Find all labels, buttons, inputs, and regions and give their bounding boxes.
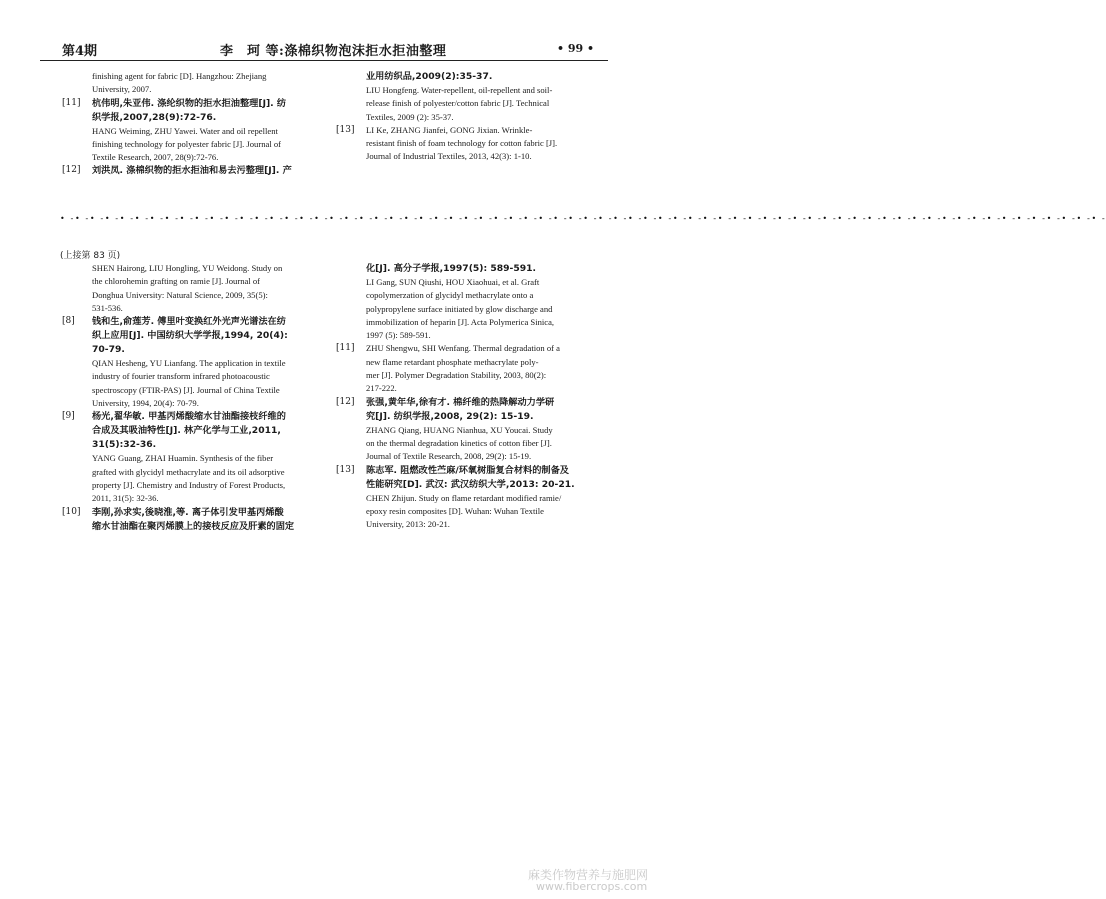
reference-chinese-line: 究[J]. 纺织学报,2008, 29(2): 15-19. [366,410,534,422]
references-top-right [336,70,604,164]
reference-number: [12] [336,396,355,407]
reference-chinese-line: 化[J]. 高分子学报,1997(5): 589-591. [366,263,537,274]
reference-english-line: resistant finish of foam technology for cotton fabric [J]. [366,138,558,149]
reference-english-line: CHEN Zhijun. Study on flame retardant modified ramie/ [366,492,562,503]
reference-chinese-line: 陈志军. 阻燃改性苎麻/环氧树脂复合材料的制备及 [366,464,569,476]
reference-english-line: finishing technology for polyester fabric [J]. Journal of [92,138,282,149]
reference-chinese-line: 织学报,2007,28(9):72-76. [92,111,217,123]
reference-english-line: HANG Weiming, ZHU Yawei. Water and oil repellent [92,125,278,136]
reference-english-line: property [J]. Chemistry and Industry of Forest Products, [92,479,286,490]
reference-english-line: ZHANG Qiang, HUANG Nianhua, XU Youcai. Study [366,424,553,435]
reference-english-line: LI Ke, ZHANG Jianfei, GONG Jixian. Wrinkle- [366,124,533,135]
reference-entry [62,164,322,178]
reference-chinese-line: 织上应用[J]. 中国纺织大学学报,1994, 20(4): [92,330,288,342]
reference-chinese-line: 张强,黄年华,徐有才. 棉纤维的热降解动力学研 [366,396,555,408]
reference-entry [62,506,322,534]
reference-entry [366,262,604,342]
reference-english-line: YANG Guang, ZHAI Huamin. Synthesis of the fiber [92,453,274,464]
reference-chinese-line: 31(5):32-36. [92,439,157,451]
reference-english-line: Journal of Industrial Textiles, 2013, 42(3): 1-10. [366,151,532,162]
reference-english-line: SHEN Hairong, LIU Hongling, YU Weidong. Study on [92,263,283,273]
reference-number: [8] [62,316,75,327]
reference-english-line: Textile Research, 2007, 28(9):72-76. [92,152,219,163]
reference-chinese-line: 缩水甘油酯在聚丙烯膜上的接枝反应及肝素的固定 [92,520,295,532]
references-bottom-left [62,262,322,534]
reference-english-line: on the thermal degradation kinetics of cotton fiber [J]. [366,437,552,448]
reference-english-line: QIAN Hesheng, YU Lianfang. The application in textile [92,358,286,369]
reference-english-line: LIU Hongfeng. Water-repellent, oil-repellent and soil- [366,85,553,95]
reference-chinese-line: 杭伟明,朱亚伟. 涤纶织物的拒水拒油整理[J]. 纺 [92,97,287,109]
reference-english-line: industry of fourier transform infrared photoacoustic [92,371,270,382]
reference-entry [62,97,322,165]
reference-text-line: University, 2007. [92,84,152,95]
reference-entry [62,315,322,410]
references-top-left [62,70,322,178]
reference-english-line: University, 2013: 20-21. [366,519,450,530]
page-header [40,38,608,60]
reference-entry [336,124,604,164]
reference-chinese-line: 合成及其吸油特性[J]. 林产化学与工业,2011, [92,425,281,437]
reference-entry [92,262,322,315]
reference-number: [10] [62,506,81,517]
reference-entry [336,396,604,464]
reference-english-line: immobilization of heparin [J]. Acta Polymerica Sinica, [366,316,555,327]
reference-english-line: 2011, 31(5): 32-36. [92,493,159,504]
reference-english-line: copolymerzation of glycidyl methacrylate onto a [366,290,534,301]
reference-english-line: mer [J]. Polymer Degradation Stability, 2003, 80(2): [366,370,547,381]
reference-english-line: 531-536. [92,302,123,313]
reference-english-line: 217-222. [366,383,397,394]
reference-chinese-line: 性能研究[D]. 武汉: 武汉纺织大学,2013: 20-21. [366,478,575,490]
reference-chinese-line: 70-79. [92,344,125,356]
reference-chinese-line: 杨光,翟华敏. 甲基丙烯酸缩水甘油酯接枝纤维的 [92,411,286,423]
reference-english-line: the chlorohemin grafting on ramie [J]. Journal of [92,276,261,287]
reference-english-line: LI Gang, SUN Qiushi, HOU Xiaohuai, et al. Graft [366,277,540,287]
reference-english-line: University, 1994, 20(4): 70-79. [92,398,199,409]
reference-english-line: spectroscopy (FTIR-PAS) [J]. Journal of China Textile [92,384,280,395]
reference-entry [336,464,604,532]
reference-english-line: new flame retardant phosphate methacrylate poly- [366,356,539,367]
reference-chinese-line: 刘洪凤. 涤棉织物的拒水拒油和易去污整理[J]. 产 [92,165,292,177]
issue-number: 第4期 [62,44,98,59]
references-bottom-right [336,262,604,531]
reference-chinese-line: 李刚,孙求实,後晓淮,等. 离子体引发甲基丙烯酸 [92,506,284,518]
reference-chinese-line: 钱和生,俞莲芳. 傅里叶变换红外光声光谱法在纺 [92,316,286,328]
reference-english-line: Donghua University: Natural Science, 2009, 35(5): [92,289,268,300]
reference-entry [62,410,322,505]
reference-number: [13] [336,124,355,135]
reference-english-line: epoxy resin composites [D]. Wuhan: Wuhan Textile [366,505,544,516]
reference-number: [11] [62,97,81,108]
reference-number: [9] [62,411,75,422]
page-number: • 99 • [556,42,594,55]
reference-text-line: finishing agent for fabric [D]. Hangzhou: Zhejiang [92,71,267,81]
reference-number: [11] [336,343,355,354]
watermark-url: www.fibercrops.com [536,880,648,893]
reference-entry [92,70,322,97]
header-rule [40,60,608,61]
running-title: 李 珂 等:涤棉织物泡沫拒水拒油整理 [220,44,447,59]
reference-english-line: ZHU Shengwu, SHI Wenfang. Thermal degradation of a [366,343,560,354]
reference-english-line: grafted with glycidyl methacrylate and its oil adsorptive [92,466,285,477]
reference-number: [12] [62,165,81,176]
reference-english-line: polypropylene surface initiated by glow discharge and [366,303,553,314]
reference-number: [13] [336,464,355,475]
reference-entry [336,342,604,395]
reference-chinese-line: 业用纺织品,2009(2):35-37. [366,71,493,82]
reference-english-line: Textiles, 2009 (2): 35-37. [366,111,454,122]
reference-entry [366,70,604,124]
reference-english-line: release finish of polyester/cotton fabric [J]. Technical [366,98,550,109]
continuation-note: (上接第 83 页) [60,251,121,261]
section-divider: • -• -• -• -• -• -• -• -• -• -• -• -• -• -• -• -• -• -• -• -• -• -• -• -• -• -• -• -• -• -• -• -• -• -• -• -• -• -• -• -• -• -• -• -• -• -• -• -• -• -• -• -• -• -• -• -• -• -• -• -• -• -• -• -• -• -• -• -• -• - [60,214,1106,223]
reference-english-line: 1997 (5): 589-591. [366,330,431,341]
watermark-site-name: 麻类作物营养与施肥网 [528,868,649,882]
reference-english-line: Journal of Textile Research, 2008, 29(2): 15-19. [366,451,532,462]
